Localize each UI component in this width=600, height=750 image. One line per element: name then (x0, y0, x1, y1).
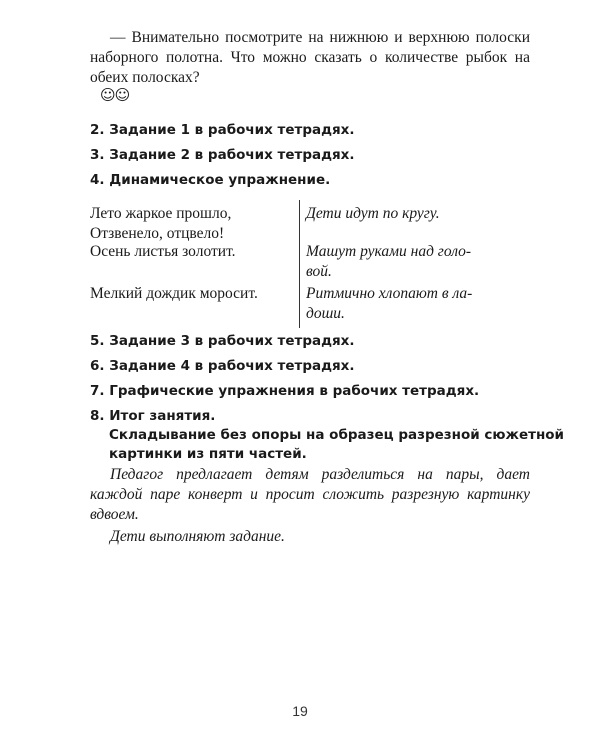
verse-cell-3 (90, 284, 295, 304)
smiley-icons: ☺☺ (100, 86, 130, 104)
action-cell-3 (306, 284, 526, 324)
intro-paragraph: — Внимательно посмотрите на нижнюю и верхнюю полоски наборного полотна. Что можно сказать о количестве рыбок на обеих полосках? (90, 29, 530, 86)
summary-heading (90, 407, 564, 464)
task-heading-7: 7. Графические упражнения в рабочих тетрадях. (90, 383, 480, 399)
verse-line: Осень листья золотит. (90, 243, 236, 260)
action-line: доши. (306, 305, 345, 322)
verse-cell-1 (90, 204, 295, 244)
action-cell-1 (306, 204, 526, 224)
page-number: 19 (292, 703, 308, 719)
action-line: Машут руками над голо- (306, 243, 472, 260)
verse-cell-2 (90, 242, 295, 262)
summary-line: Складывание без опоры на образец разрезной сюжетной (109, 427, 565, 443)
task-heading-2: 2. Задание 1 в рабочих тетрадях. (90, 122, 355, 138)
task-heading-5: 5. Задание 3 в рабочих тетрадях. (90, 333, 355, 349)
action-cell-2 (306, 242, 526, 282)
children-instruction: Дети выполняют задание. (110, 528, 285, 545)
task-heading-4: 4. Динамическое упражнение. (90, 172, 331, 188)
task-heading-6: 6. Задание 4 в рабочих тетрадях. (90, 358, 355, 374)
teacher-instruction: Педагог предлагает детям разделиться на пары, дает каждой паре конверт и просит сложить разрезную картинку вдвоем. (90, 466, 530, 523)
summary-title: 8. Итог занятия. (90, 408, 216, 424)
task-heading-3: 3. Задание 2 в рабочих тетрадях. (90, 147, 355, 163)
summary-line: картинки из пяти частей. (109, 446, 307, 462)
verse-line: Отзвенело, отцвело! (90, 225, 225, 242)
verse-line: Лето жаркое прошло, (90, 205, 232, 222)
action-line: Дети идут по кругу. (306, 205, 440, 222)
action-line: Ритмично хлопают в ла- (306, 285, 473, 302)
action-line: вой. (306, 263, 332, 280)
verse-line: Мелкий дождик моросит. (90, 285, 258, 302)
exercise-table (90, 200, 530, 328)
table-divider (299, 200, 300, 328)
